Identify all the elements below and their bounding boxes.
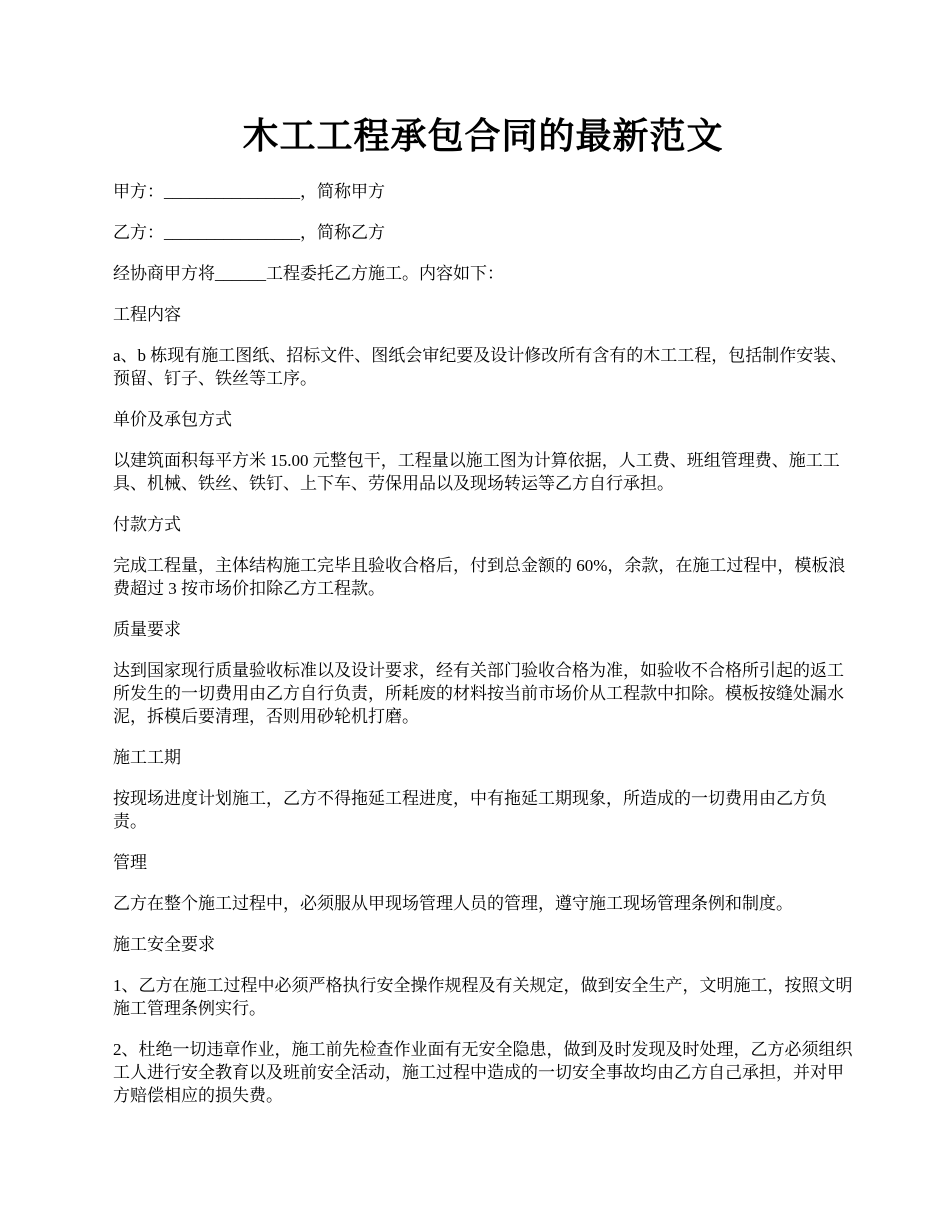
document-page <box>113 110 853 1125</box>
pricing-paragraph: 以建筑面积每平方米 15.00 元整包干，工程量以施工图为计算依据，人工费、班组管理费、施工工具、机械、铁丝、铁钉、上下车、劳保用品以及现场转运等乙方自行承担。 <box>113 451 840 493</box>
section-heading-safety: 施工安全要求 <box>113 935 215 954</box>
document-title: 木工工程承包合同的最新范文 <box>242 116 724 156</box>
section-heading-management: 管理 <box>113 853 147 872</box>
section-heading-pricing: 单价及承包方式 <box>113 410 232 429</box>
safety-item-1: 1、乙方在施工过程中必须严格执行安全操作规程及有关规定，做到安全生产，文明施工，按照文明施工管理条例实行。 <box>113 976 853 1018</box>
party-b-line: 乙方：________________，简称乙方 <box>113 223 385 242</box>
management-paragraph: 乙方在整个施工过程中，必须服从甲现场管理人员的管理，遵守施工现场管理条例和制度。 <box>113 894 793 913</box>
quality-paragraph: 达到国家现行质量验收标准以及设计要求，经有关部门验收合格为准，如验收不合格所引起的返工所发生的一切费用由乙方自行负责，所耗废的材料按当前市场价从工程款中扣除。模板按缝处漏水泥，拆模后要清理，否则用砂轮机打磨。 <box>113 661 844 726</box>
section-heading-schedule: 施工工期 <box>113 748 181 767</box>
intro-paragraph: 经协商甲方将______工程委托乙方施工。内容如下： <box>113 264 504 283</box>
safety-item-2: 2、杜绝一切违章作业，施工前先检查作业面有无安全隐患，做到及时发现及时处理，乙方必须组织工人进行安全教育以及班前安全活动，施工过程中造成的一切安全事故均由乙方自己承担，并对甲方赔偿相应的损失费。 <box>113 1040 853 1105</box>
section-heading-scope: 工程内容 <box>113 305 181 324</box>
scope-paragraph: a、b 栋现有施工图纸、招标文件、图纸会审纪要及设计修改所有含有的木工工程，包括制作安装、预留、钉子、铁丝等工序。 <box>113 346 848 388</box>
schedule-paragraph: 按现场进度计划施工，乙方不得拖延工程进度，中有拖延工期现象，所造成的一切费用由乙方负责。 <box>113 789 827 831</box>
section-heading-payment: 付款方式 <box>113 515 181 534</box>
section-heading-quality: 质量要求 <box>113 620 181 639</box>
payment-paragraph: 完成工程量，主体结构施工完毕且验收合格后，付到总金额的 60%，余款，在施工过程中，模板浪费超过 3 按市场价扣除乙方工程款。 <box>113 556 846 598</box>
party-a-line: 甲方：________________，简称甲方 <box>113 182 385 201</box>
